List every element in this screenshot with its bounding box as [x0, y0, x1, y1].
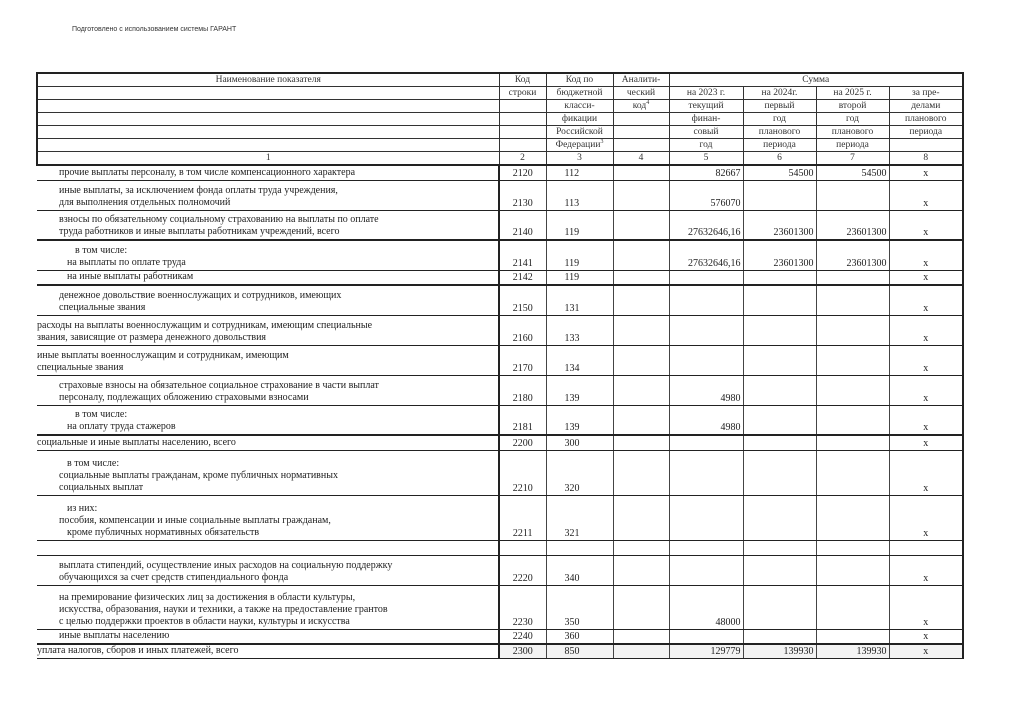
sum-beyond: x [889, 644, 963, 659]
row-name [37, 375, 499, 405]
table-row [37, 540, 963, 555]
table-row [37, 405, 963, 435]
row-name-line: специальные звания [37, 361, 124, 373]
row-name-line: социальные выплаты гражданам, кроме публичных нормативных [59, 469, 338, 481]
col-number: 3 [546, 152, 613, 166]
header-analytic-3: код$^4$ [613, 100, 669, 113]
sum-beyond: x [889, 285, 963, 315]
row-code: 2300 [499, 644, 546, 659]
header-sum: Сумма [669, 73, 963, 87]
row-code: 2130 [499, 180, 546, 210]
table-row [37, 555, 963, 585]
sum-beyond: x [889, 495, 963, 540]
header-row [37, 139, 963, 152]
sum-2023 [669, 345, 743, 375]
sum-2024 [743, 495, 816, 540]
sum-beyond: x [889, 210, 963, 240]
header-kbk-5: Российской [546, 126, 613, 139]
row-name [37, 210, 499, 240]
table-row [37, 450, 963, 495]
sum-2024 [743, 450, 816, 495]
kbk-code: 350 [546, 585, 613, 629]
sum-2023 [669, 629, 743, 644]
kbk-code: 360 [546, 629, 613, 644]
row-code: 2141 [499, 240, 546, 270]
row-name-line: на иные выплаты работникам [67, 271, 194, 282]
header-row [37, 87, 963, 100]
sum-beyond: x [889, 555, 963, 585]
header-y2024-2: первый [743, 100, 816, 113]
table-row [37, 375, 963, 405]
row-name-line: труда работников и иные выплаты работникам учреждений, всего [59, 226, 340, 237]
kbk-code: 119 [546, 240, 613, 270]
table-row [37, 165, 963, 180]
row-name [37, 435, 499, 450]
sum-beyond [889, 540, 963, 555]
header-y2024-5: периода [743, 139, 816, 152]
header-kbk-4: фикации [546, 113, 613, 126]
analytic-code [613, 270, 669, 285]
row-name [37, 405, 499, 435]
row-name-line: с целью поддержки проектов в области науки, культуры и искусства [59, 615, 350, 627]
row-code: 2120 [499, 165, 546, 180]
row-name-line: взносы по обязательному социальному страхованию на выплаты по оплате [59, 214, 379, 225]
row-name [37, 285, 499, 315]
header-beyond-1: за пре- [889, 87, 963, 100]
sum-2025 [816, 405, 889, 435]
row-code: 2200 [499, 435, 546, 450]
table-row [37, 285, 963, 315]
row-name [37, 495, 499, 540]
row-name [37, 270, 499, 285]
kbk-code: 119 [546, 270, 613, 285]
table-row [37, 629, 963, 644]
header-y2025-1: на 2025 г. [816, 87, 889, 100]
sum-2023 [669, 555, 743, 585]
analytic-code [613, 629, 669, 644]
row-code: 2181 [499, 405, 546, 435]
col-number: 1 [37, 152, 499, 166]
sum-2023: 129779 [669, 644, 743, 659]
sum-2023: 82667 [669, 165, 743, 180]
footnote-4: 4 [646, 99, 650, 106]
sum-2023 [669, 270, 743, 285]
analytic-code [613, 315, 669, 345]
table-row [37, 240, 963, 270]
sum-2025: 139930 [816, 644, 889, 659]
kbk-code: 340 [546, 555, 613, 585]
sum-2023 [669, 435, 743, 450]
header-y2023-5: год [669, 139, 743, 152]
table-row [37, 644, 963, 659]
sum-beyond: x [889, 165, 963, 180]
sum-2025 [816, 585, 889, 629]
sum-2025 [816, 540, 889, 555]
header-y2023-2: текущий [669, 100, 743, 113]
sum-beyond: x [889, 270, 963, 285]
sum-2025 [816, 435, 889, 450]
row-name-line: из них: [67, 502, 98, 514]
header-code-2: строки [499, 87, 546, 100]
sum-2024: 23601300 [743, 240, 816, 270]
header-y2025-4: планового [816, 126, 889, 139]
row-name [37, 585, 499, 629]
sum-2025 [816, 555, 889, 585]
row-name [37, 180, 499, 210]
analytic-code [613, 345, 669, 375]
analytic-code [613, 585, 669, 629]
sum-2024 [743, 285, 816, 315]
kbk-code [546, 540, 613, 555]
header-y2023-3: финан- [669, 113, 743, 126]
row-name-line: расходы на выплаты военнослужащим и сотрудникам, имеющим специальные [37, 319, 373, 331]
row-name [37, 629, 499, 644]
sum-beyond: x [889, 180, 963, 210]
kbk-code: 850 [546, 644, 613, 659]
sum-2023: 4980 [669, 405, 743, 435]
analytic-code [613, 210, 669, 240]
sum-beyond: x [889, 345, 963, 375]
sum-2025 [816, 375, 889, 405]
kbk-code: 119 [546, 210, 613, 240]
sum-2025: 23601300 [816, 240, 889, 270]
plan-table [36, 72, 964, 659]
header-row [37, 100, 963, 113]
analytic-code [613, 375, 669, 405]
row-name [37, 240, 499, 270]
row-name-line: искусства, образования, науки и техники, а также на предоставление грантов [59, 603, 388, 615]
col-number: 8 [889, 152, 963, 166]
row-name-line: в том числе: [75, 409, 128, 420]
sum-2025: 54500 [816, 165, 889, 180]
header-beyond-3: планового [889, 113, 963, 126]
sum-2023 [669, 540, 743, 555]
row-name-line: персоналу, подлежащих обложению страховыми взносами [59, 391, 309, 403]
row-name [37, 450, 499, 495]
row-code: 2150 [499, 285, 546, 315]
analytic-code [613, 435, 669, 450]
table-row [37, 180, 963, 210]
sum-2024 [743, 405, 816, 435]
header-y2023-1: на 2023 г. [669, 87, 743, 100]
col-number: 5 [669, 152, 743, 166]
row-name-line: в том числе: [67, 457, 120, 469]
header-y2024-3: год [743, 113, 816, 126]
row-code: 2160 [499, 315, 546, 345]
row-name-line: иные выплаты военнослужащим и сотрудникам, имеющим [37, 349, 289, 361]
row-name-line: страховые взносы на обязательное социальное страхование в части выплат [59, 379, 379, 391]
header-kbk-2: бюджетной [546, 87, 613, 100]
kbk-code: 320 [546, 450, 613, 495]
sum-2025 [816, 285, 889, 315]
sum-2024: 139930 [743, 644, 816, 659]
kbk-code: 133 [546, 315, 613, 345]
analytic-code [613, 540, 669, 555]
header-code: Код [499, 73, 546, 87]
sum-2025: 23601300 [816, 210, 889, 240]
sum-beyond: x [889, 435, 963, 450]
row-code: 2211 [499, 495, 546, 540]
table-body [37, 165, 963, 659]
row-code: 2142 [499, 270, 546, 285]
sum-beyond: x [889, 629, 963, 644]
table-row [37, 315, 963, 345]
sum-2024 [743, 180, 816, 210]
row-name-line: социальных выплат [59, 481, 144, 493]
sum-2024: 54500 [743, 165, 816, 180]
analytic-code [613, 240, 669, 270]
sum-2024 [743, 375, 816, 405]
kbk-code: 139 [546, 375, 613, 405]
row-name-line: звания, зависящие от размера денежного довольствия [37, 331, 267, 343]
sum-beyond: x [889, 585, 963, 629]
row-name [37, 345, 499, 375]
table-row [37, 495, 963, 540]
sum-2024 [743, 270, 816, 285]
col-number: 7 [816, 152, 889, 166]
header-row [37, 126, 963, 139]
sum-2023: 48000 [669, 585, 743, 629]
row-name-line: пособия, компенсации и иные социальные выплаты гражданам, [59, 514, 331, 526]
sum-2023: 4980 [669, 375, 743, 405]
sum-2024 [743, 345, 816, 375]
sum-beyond: x [889, 240, 963, 270]
sum-2025 [816, 270, 889, 285]
row-name-line: на премирование физических лиц за достижения в области культуры, [59, 591, 356, 603]
row-name-line: социальные и иные выплаты населению, всего [37, 436, 236, 448]
row-name-line: для выполнения отдельных полномочий [59, 196, 231, 208]
kbk-code: 139 [546, 405, 613, 435]
table-row [37, 585, 963, 629]
row-name [37, 555, 499, 585]
row-code [499, 540, 546, 555]
sum-2024: 23601300 [743, 210, 816, 240]
header-beyond-2: делами [889, 100, 963, 113]
sum-2024 [743, 435, 816, 450]
row-name-line: специальные звания [59, 301, 146, 313]
header-y2024-4: планового [743, 126, 816, 139]
header-analytic-2: ческий [613, 87, 669, 100]
header-y2025-3: год [816, 113, 889, 126]
kbk-code: 131 [546, 285, 613, 315]
column-numbers-row [37, 152, 963, 166]
row-code: 2240 [499, 629, 546, 644]
kbk-code: 113 [546, 180, 613, 210]
sum-2025 [816, 450, 889, 495]
header-kbk: Код по [546, 73, 613, 87]
table-row [37, 345, 963, 375]
header-y2024-1: на 2024г. [743, 87, 816, 100]
sum-beyond: x [889, 450, 963, 495]
row-name [37, 315, 499, 345]
row-name-line: обучающихся за счет средств стипендиального фонда [59, 571, 289, 583]
analytic-code [613, 405, 669, 435]
sum-beyond: x [889, 405, 963, 435]
sum-2023 [669, 450, 743, 495]
analytic-code [613, 285, 669, 315]
sum-beyond: x [889, 315, 963, 345]
header-y2023-4: совый [669, 126, 743, 139]
analytic-code [613, 165, 669, 180]
header-y2025-5: периода [816, 139, 889, 152]
header-row [37, 73, 963, 87]
header-beyond-4: периода [889, 126, 963, 139]
row-name-line: на оплату труда стажеров [67, 421, 176, 432]
col-number: 2 [499, 152, 546, 166]
row-name [37, 540, 499, 555]
sum-2024 [743, 629, 816, 644]
header-name: Наименование показателя [37, 73, 499, 87]
sum-2024 [743, 585, 816, 629]
footnote-3: 3 [600, 138, 604, 145]
row-name-line: на выплаты по оплате труда [67, 256, 186, 268]
row-name [37, 165, 499, 180]
analytic-code [613, 450, 669, 495]
row-name-line [59, 542, 495, 554]
sum-2023 [669, 315, 743, 345]
sum-2023 [669, 285, 743, 315]
row-name-line: выплата стипендий, осуществление иных расходов на социальную поддержку [59, 559, 393, 571]
sum-2023 [669, 495, 743, 540]
row-code: 2230 [499, 585, 546, 629]
header-kbk-6: Федерации$^3$ [546, 139, 613, 152]
sum-2024 [743, 540, 816, 555]
kbk-code: 112 [546, 165, 613, 180]
sum-2025 [816, 629, 889, 644]
sum-2024 [743, 315, 816, 345]
sum-2023: 27632646,16 [669, 210, 743, 240]
row-name-line: в том числе: [75, 244, 128, 256]
row-name-line: иные выплаты, за исключением фонда оплаты труда учреждения, [59, 184, 338, 196]
analytic-code [613, 644, 669, 659]
table-row [37, 270, 963, 285]
kbk-code: 300 [546, 435, 613, 450]
row-name-line: прочие выплаты персоналу, в том числе компенсационного характера [59, 166, 356, 178]
kbk-code: 134 [546, 345, 613, 375]
analytic-code [613, 180, 669, 210]
header-kbk-3: класси- [546, 100, 613, 113]
row-code: 2220 [499, 555, 546, 585]
row-name [37, 644, 499, 659]
sum-2023: 576070 [669, 180, 743, 210]
analytic-code [613, 555, 669, 585]
sum-2025 [816, 345, 889, 375]
row-code: 2170 [499, 345, 546, 375]
row-name-line: денежное довольствие военнослужащих и сотрудников, имеющих [59, 289, 342, 301]
sum-2025 [816, 495, 889, 540]
header-row [37, 113, 963, 126]
header-y2025-2: второй [816, 100, 889, 113]
garant-note: Подготовлено с использованием системы ГАРАНТ [72, 26, 237, 33]
sum-2025 [816, 180, 889, 210]
table-row [37, 435, 963, 450]
row-code: 2140 [499, 210, 546, 240]
sum-2025 [816, 315, 889, 345]
row-name-line: кроме публичных нормативных обязательств [67, 526, 260, 538]
col-number: 4 [613, 152, 669, 166]
row-code: 2180 [499, 375, 546, 405]
sum-2023: 27632646,16 [669, 240, 743, 270]
row-name-line: иные выплаты населению [59, 629, 170, 641]
analytic-code [613, 495, 669, 540]
sum-2024 [743, 555, 816, 585]
col-number: 6 [743, 152, 816, 166]
table-row [37, 210, 963, 240]
kbk-code: 321 [546, 495, 613, 540]
sum-beyond: x [889, 375, 963, 405]
row-name-line: уплата налогов, сборов и иных платежей, всего [37, 645, 239, 656]
header-analytic: Аналити- [613, 73, 669, 87]
row-code: 2210 [499, 450, 546, 495]
